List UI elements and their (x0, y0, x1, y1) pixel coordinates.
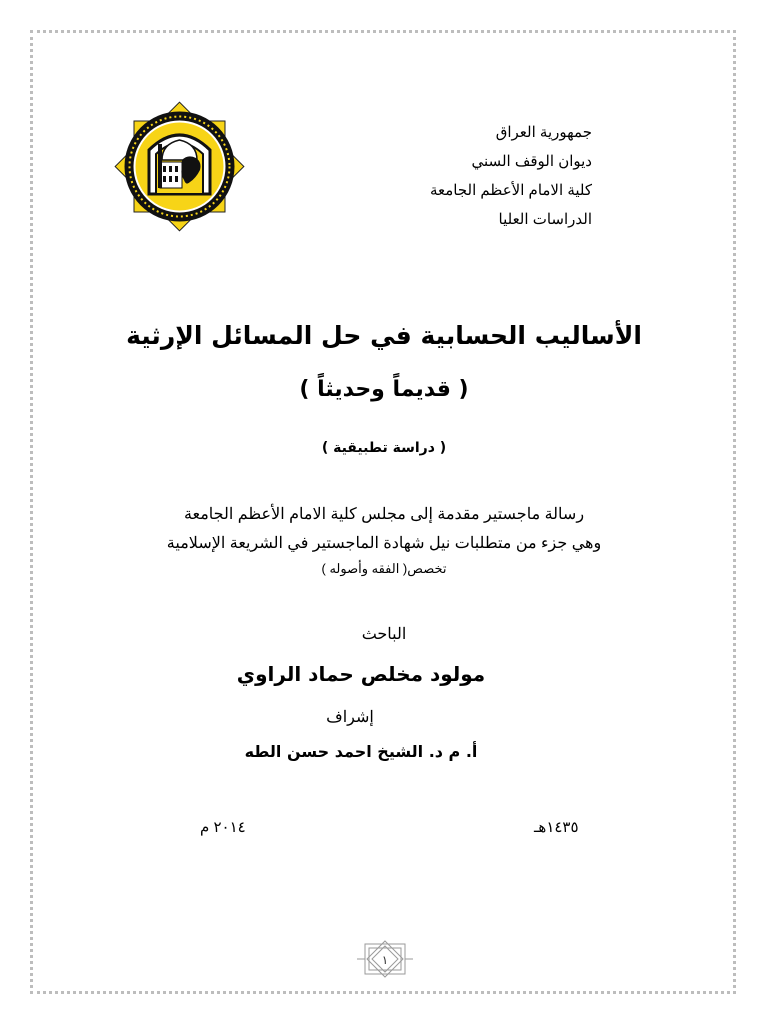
thesis-statement (0, 500, 768, 580)
college-seal-icon (92, 82, 267, 250)
thesis-subtitle: ( قديماً وحديثاً ) (299, 377, 469, 402)
specialization: تخصص( الفقه وأصوله ) (321, 561, 447, 576)
supervisor-name: أ. م د. الشيخ احمد حسن الطه (244, 742, 478, 761)
institution-line: ديوان الوقف السني (471, 153, 592, 170)
institution-line: جمهورية العراق (495, 124, 592, 141)
researcher-name: مولود مخلص حماد الراوي (236, 662, 486, 686)
gregorian-date: ٢٠١٤ م (200, 819, 246, 836)
thesis-line: رسالة ماجستير مقدمة إلى مجلس كلية الامام الأعظم الجامعة (183, 506, 585, 523)
institution-line: كلية الامام الأعظم الجامعة (429, 182, 592, 199)
page-number-ornament (355, 940, 415, 978)
researcher-label: الباحث (361, 626, 407, 643)
supervision-label: إشراف (326, 709, 374, 726)
institution-header (430, 118, 592, 234)
hijri-date: ١٤٣٥هـ (534, 819, 579, 836)
thesis-line: وهي جزء من متطلبات نيل شهادة الماجستير في الشريعة الإسلامية (166, 535, 602, 552)
page-number: ١ (381, 953, 389, 967)
study-type: ( دراسة تطبيقية ) (321, 440, 447, 456)
institution-line: الدراسات العليا (498, 211, 592, 228)
thesis-title: الأساليب الحسابية في حل المسائل الإرثية (126, 321, 642, 350)
